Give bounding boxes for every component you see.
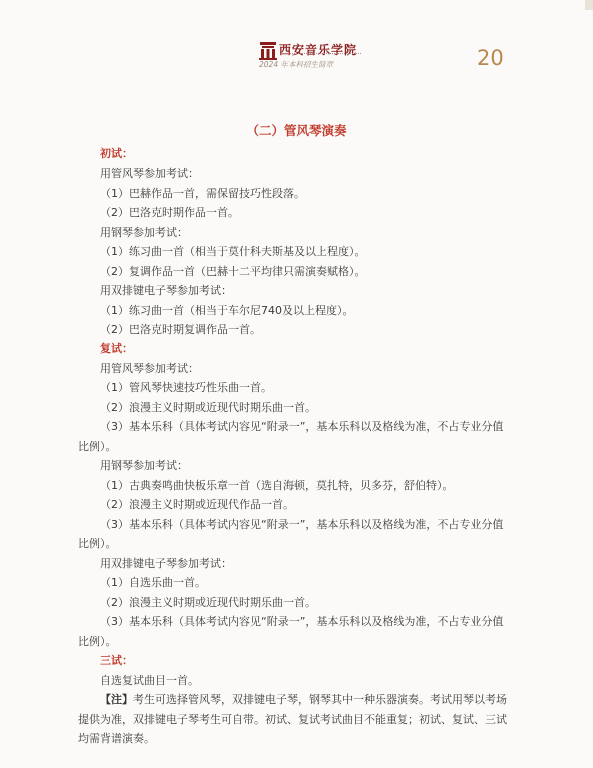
list-item: 自选复试曲目一首。 — [100, 674, 199, 687]
list-item: （2）巴洛克时期复调作品一首。 — [100, 323, 261, 336]
list-item: （3）基本乐科（具体考试内容见“附录一”，基本乐科以及格线为准，不占专业分值 — [100, 615, 504, 628]
list-item: 用钢琴参加考试： — [100, 226, 188, 239]
list-item: （1）古典奏鸣曲快板乐章一首（选自海顿，莫扎特，贝多芬，舒伯特）。 — [100, 479, 454, 492]
list-item: （1）练习曲一首（相当于车尔尼740及以上程度）。 — [100, 304, 354, 317]
heading-second-round: 复试： — [100, 342, 133, 355]
list-item: 比例）。 — [78, 440, 117, 453]
logo-divider — [281, 53, 361, 57]
note-line-1 — [100, 693, 507, 707]
list-item: 用管风琴参加考试： — [100, 362, 199, 375]
list-item: 用双排键电子琴参加考试： — [100, 284, 232, 297]
heading-third-round: 三试： — [100, 654, 133, 667]
school-name: 西安音乐学院 — [279, 43, 358, 57]
school-logo-icon — [259, 40, 277, 60]
note-line-3: 均需背谱演奏。 — [78, 732, 155, 745]
list-item: （2）浪漫主义时期或近现代时期乐曲一首。 — [100, 401, 316, 414]
list-item: （2）浪漫主义时期或近现代作品一首。 — [100, 498, 294, 511]
list-item: 用双排键电子琴参加考试： — [100, 557, 232, 570]
list-item: 比例）。 — [78, 537, 117, 550]
list-item: （1）练习曲一首（相当于莫什科夫斯基及以上程度）。 — [100, 245, 366, 258]
list-item: （1）巴赫作品一首，需保留技巧性段落。 — [100, 187, 305, 200]
note-line-2: 提供为准，双排键电子琴考生可自带。初试、复试考试曲目不能重复；初试、复试、三试 — [78, 713, 507, 726]
section-title: （二）管风琴演奏 — [246, 123, 347, 138]
list-item: 用管风琴参加考试： — [100, 167, 199, 180]
note-label: 【注】 — [100, 693, 133, 706]
page-corner-mark — [585, 0, 593, 10]
note-text-1: 考生可选择管风琴，双排键电子琴，钢琴其中一种乐器演奏。考试用琴以考场 — [133, 693, 507, 706]
list-item: 比例）。 — [78, 635, 117, 648]
list-item: （2）复调作品一首（巴赫十二平均律只需演奏赋格）。 — [100, 265, 366, 278]
heading-first-round: 初试： — [100, 147, 133, 160]
list-item: （2）浪漫主义时期或近现代时期乐曲一首。 — [100, 596, 316, 609]
list-item: 用钢琴参加考试： — [100, 459, 188, 472]
page-number: 20 — [477, 46, 504, 70]
list-item: （1）自选乐曲一首。 — [100, 576, 206, 589]
list-item: （2）巴洛克时期作品一首。 — [100, 206, 239, 219]
list-item: （3）基本乐科（具体考试内容见“附录一”，基本乐科以及格线为准，不占专业分值 — [100, 420, 504, 433]
list-item: （1）管风琴快速技巧性乐曲一首。 — [100, 381, 272, 394]
header-subtitle: 2024 年本科招生简章 — [259, 60, 333, 69]
list-item: （3）基本乐科（具体考试内容见“附录一”，基本乐科以及格线为准，不占专业分值 — [100, 518, 504, 531]
